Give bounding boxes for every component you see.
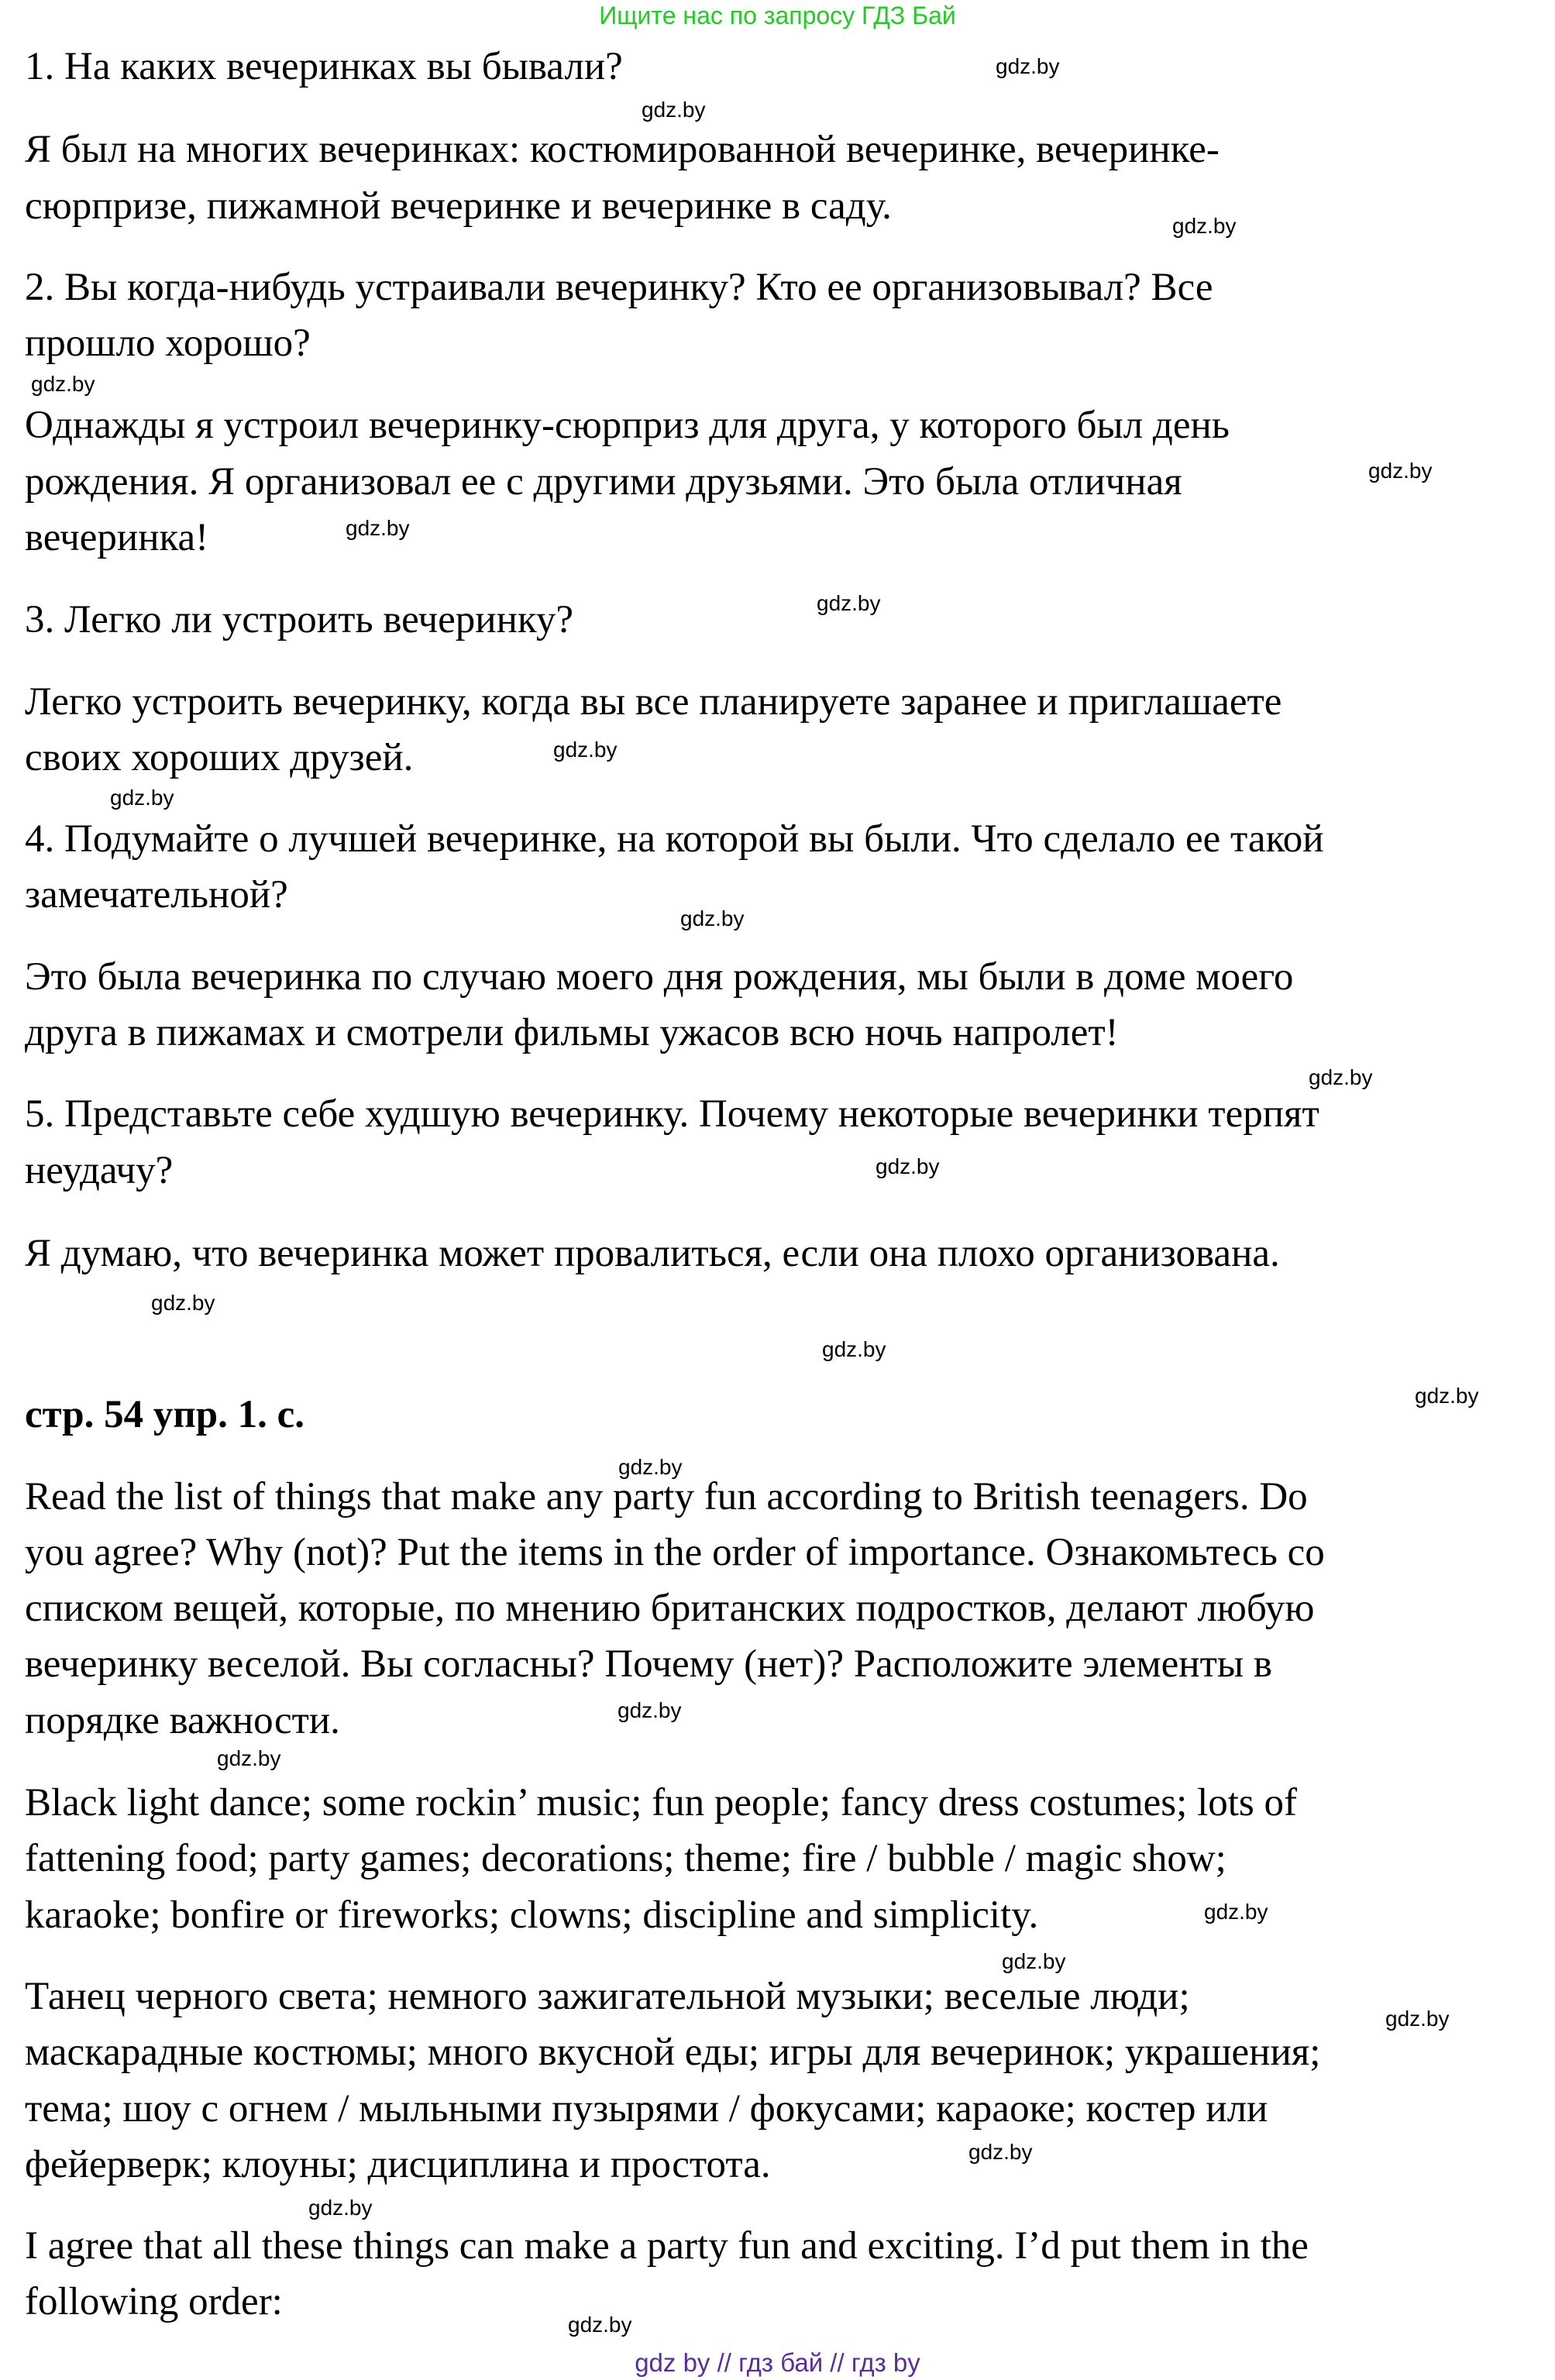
answer-3-line-1: Легко устроить вечеринку, когда вы все планируете заранее и приглашаете [25,680,1282,724]
answer-3-line-2: своих хороших друзей. [25,736,414,779]
question-5-line-2: неудачу? [25,1149,174,1192]
question-2-line-2: прошло хорошо? [25,322,311,365]
question-2-line-1: 2. Вы когда-нибудь устраивали вечеринку? Кто ее организовывал? Все [25,266,1213,309]
list-ru-line-3: тема; шоу с огнем / мыльными пузырями / фокусами; караоке; костер или [25,2087,1268,2131]
watermark: gdz.by [618,1698,682,1722]
watermark: gdz.by [817,591,881,615]
watermark: gdz.by [996,54,1060,78]
answer-1-line-1: Я был на многих вечеринках: костюмированной вечеринке, вечеринке- [25,128,1220,171]
question-4-line-1: 4. Подумайте о лучшей вечеринке, на которой вы были. Что сделало ее такой [25,817,1324,861]
task-line-4: вечеринку веселой. Вы согласны? Почему (нет)? Расположите элементы в [25,1642,1272,1686]
watermark: gdz.by [1204,1900,1268,1924]
watermark: gdz.by [151,1291,215,1315]
watermark: gdz.by [680,906,745,930]
task-line-1: Read the list of things that make any party fun according to British teenagers. Do [25,1475,1308,1518]
answer-5: Я думаю, что вечеринка может провалиться, если она плохо организована. [25,1232,1280,1275]
answer-2-line-2: рождения. Я организовал ее с другими друзьями. Это была отличная [25,460,1182,504]
watermark: gdz.by [217,1746,281,1770]
question-3: 3. Легко ли устроить вечеринку? [25,598,574,641]
watermark: gdz.by [822,1337,886,1361]
list-en-line-3: karaoke; bonfire or fireworks; clowns; discipline and simplicity. [25,1893,1039,1937]
watermark: gdz.by [876,1154,940,1178]
watermark: gdz.by [618,1455,683,1479]
watermark: gdz.by [31,372,95,396]
answer-2-line-3: вечеринка! [25,516,209,559]
footer-links[interactable]: gdz by // гдз бай // гдз by [635,2348,920,2377]
watermark: gdz.by [642,98,706,122]
watermark: gdz.by [346,516,410,540]
watermark: gdz.by [1385,2007,1450,2031]
answer-1-line-2: сюрпризе, пижамной вечеринке и вечеринке в саду. [25,184,892,228]
list-ru-line-2: маскарадные костюмы; много вкусной еды; игры для вечеринок; украшения; [25,2031,1321,2074]
watermark: gdz.by [110,786,174,810]
watermark: gdz.by [1368,459,1433,483]
watermark: gdz.by [968,2140,1033,2164]
section-heading: стр. 54 упр. 1. c. [25,1393,305,1436]
watermark: gdz.by [1309,1065,1373,1089]
question-5-line-1: 5. Представьте себе худшую вечеринку. Почему некоторые вечеринки терпят [25,1092,1319,1136]
watermark: gdz.by [568,2313,632,2337]
watermark: gdz.by [1172,214,1237,238]
answer-2-line-1: Однажды я устроил вечеринку-сюрприз для друга, у которого был день [25,404,1230,447]
watermark: gdz.by [308,2196,373,2220]
answer-4-line-2: друга в пижамах и смотрели фильмы ужасов всю ночь напролет! [25,1011,1119,1054]
top-banner[interactable]: Ищите нас по запросу ГДЗ Бай [599,2,956,29]
task-line-2: you agree? Why (not)? Put the items in the order of importance. Ознакомьтесь со [25,1531,1325,1574]
list-en-line-2: fattening food; party games; decorations; theme; fire / bubble / magic show; [25,1837,1226,1880]
list-ru-line-1: Танец черного света; немного зажигательной музыки; веселые люди; [25,1975,1190,2018]
answer-final-line-2: following order: [25,2280,283,2323]
list-ru-line-4: фейерверк; клоуны; дисциплина и простота. [25,2143,771,2186]
task-line-5: порядке важности. [25,1699,340,1742]
answer-final-line-1: I agree that all these things can make a party fun and exciting. I’d put them in the [25,2224,1309,2268]
answer-4-line-1: Это была вечеринка по случаю моего дня рождения, мы были в доме моего [25,955,1294,999]
watermark: gdz.by [553,738,618,762]
list-en-line-1: Black light dance; some rockin’ music; fun people; fancy dress costumes; lots of [25,1781,1297,1825]
question-1: 1. На каких вечеринках вы бывали? [25,45,623,88]
watermark: gdz.by [1415,1384,1479,1408]
task-line-3: списком вещей, которые, по мнению британских подростков, делают любую [25,1587,1315,1630]
watermark: gdz.by [1002,1949,1066,1973]
question-4-line-2: замечательной? [25,873,288,917]
